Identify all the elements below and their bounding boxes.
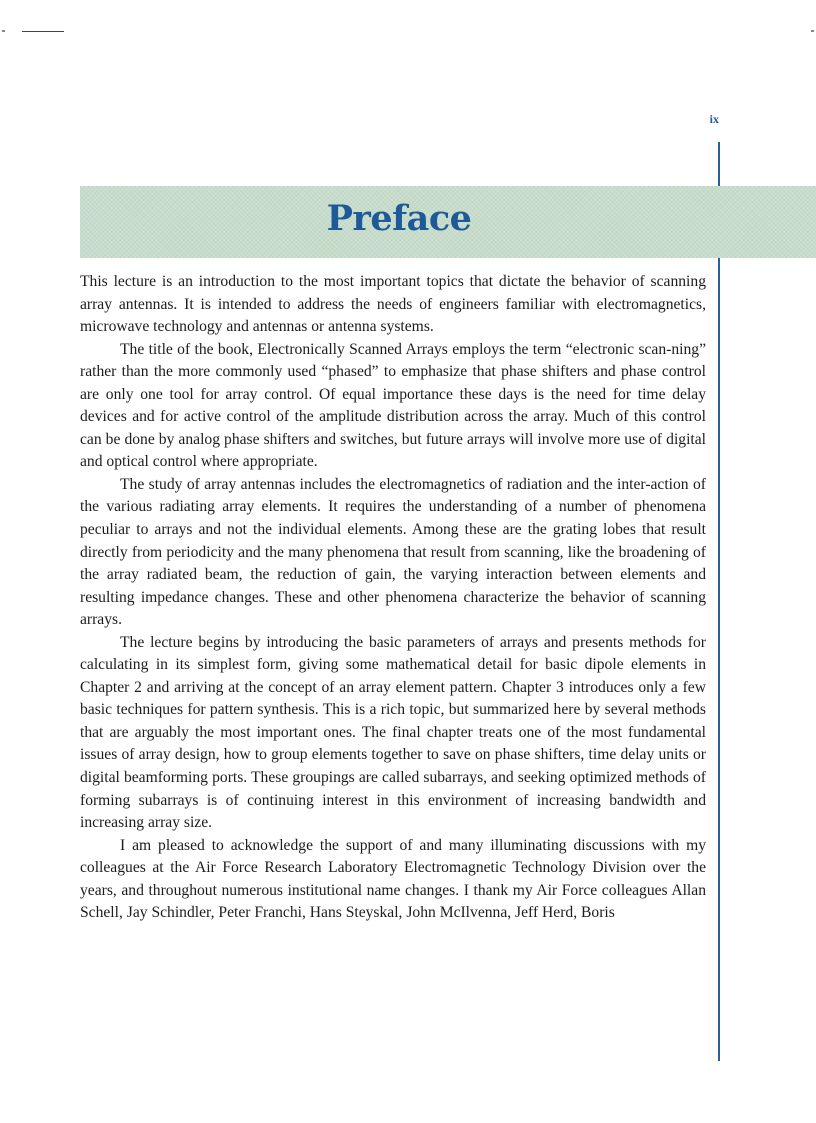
paragraph-1: This lecture is an introduction to the most important topics that dictate the behavior of scanning array antennas. It is intended to address the needs of engineers familiar with electromagnetics, microwave technology and antennas or antenna systems. bbox=[80, 273, 706, 336]
preface-body bbox=[80, 271, 706, 925]
page-number: ix bbox=[709, 112, 719, 126]
margin-rule bbox=[718, 142, 720, 1061]
paragraph-4: The lecture begins by introducing the basic parameters of arrays and presents methods for calculating in its simplest form, giving some mathematical detail for basic dipole elements in Chapter 2 and arriving at the concept of an array element pattern. Chapter 3 introduces only a few basic techniques for pattern synthesis. This is a rich topic, but summarized here by several methods that are arguably the most important ones. The final chapter treats one of the most fundamental issues of array design, how to group elements together to save on phase shifters, time delay units or digital beamforming ports. These groupings are called subarrays, and seeking optimized methods of forming subarrays is of continuing interest in this environment of increasing bandwidth and increasing array size. bbox=[80, 633, 706, 832]
crop-mark-right bbox=[811, 30, 814, 32]
paragraph-5: I am pleased to acknowledge the support of and many illuminating discussions with my colleagues at the Air Force Research Laboratory Electromagnetic Technology Division over the years, and throughout numerous institutional name changes. I thank my Air Force colleagues Allan Schell, Jay Schindler, Peter Franchi, Hans Steyskal, John McIlvenna, Jeff Herd, Boris bbox=[80, 836, 706, 922]
title-band bbox=[80, 186, 816, 258]
crop-mark-line bbox=[22, 31, 64, 32]
paragraph-3: The study of array antennas includes the electromagnetics of radiation and the inter-action of the various radiating array elements. It requires the understanding of a number of phenomena peculiar to arrays and not the individual elements. Among these are the grating lobes that result directly from periodicity and the many phenomena that result from scanning, like the broadening of the array radiated beam, the reduction of gain, the varying interaction between elements and resulting impedance changes. These and other phenomena characterize the behavior of scanning arrays. bbox=[80, 475, 706, 629]
crop-mark-left bbox=[2, 30, 5, 32]
paragraph-2: The title of the book, Electronically Scanned Arrays employs the term “electronic scan-ning” rather than the more commonly used “phased” to emphasize that phase shifters and phase control are only one tool for array control. Of equal importance these days is the need for time delay devices and for active control of the amplitude distribution across the array. Much of this control can be done by analog phase shifters and switches, but future arrays will involve more use of digital and optical control where appropriate. bbox=[80, 340, 706, 471]
page-title: Preface bbox=[326, 198, 472, 239]
